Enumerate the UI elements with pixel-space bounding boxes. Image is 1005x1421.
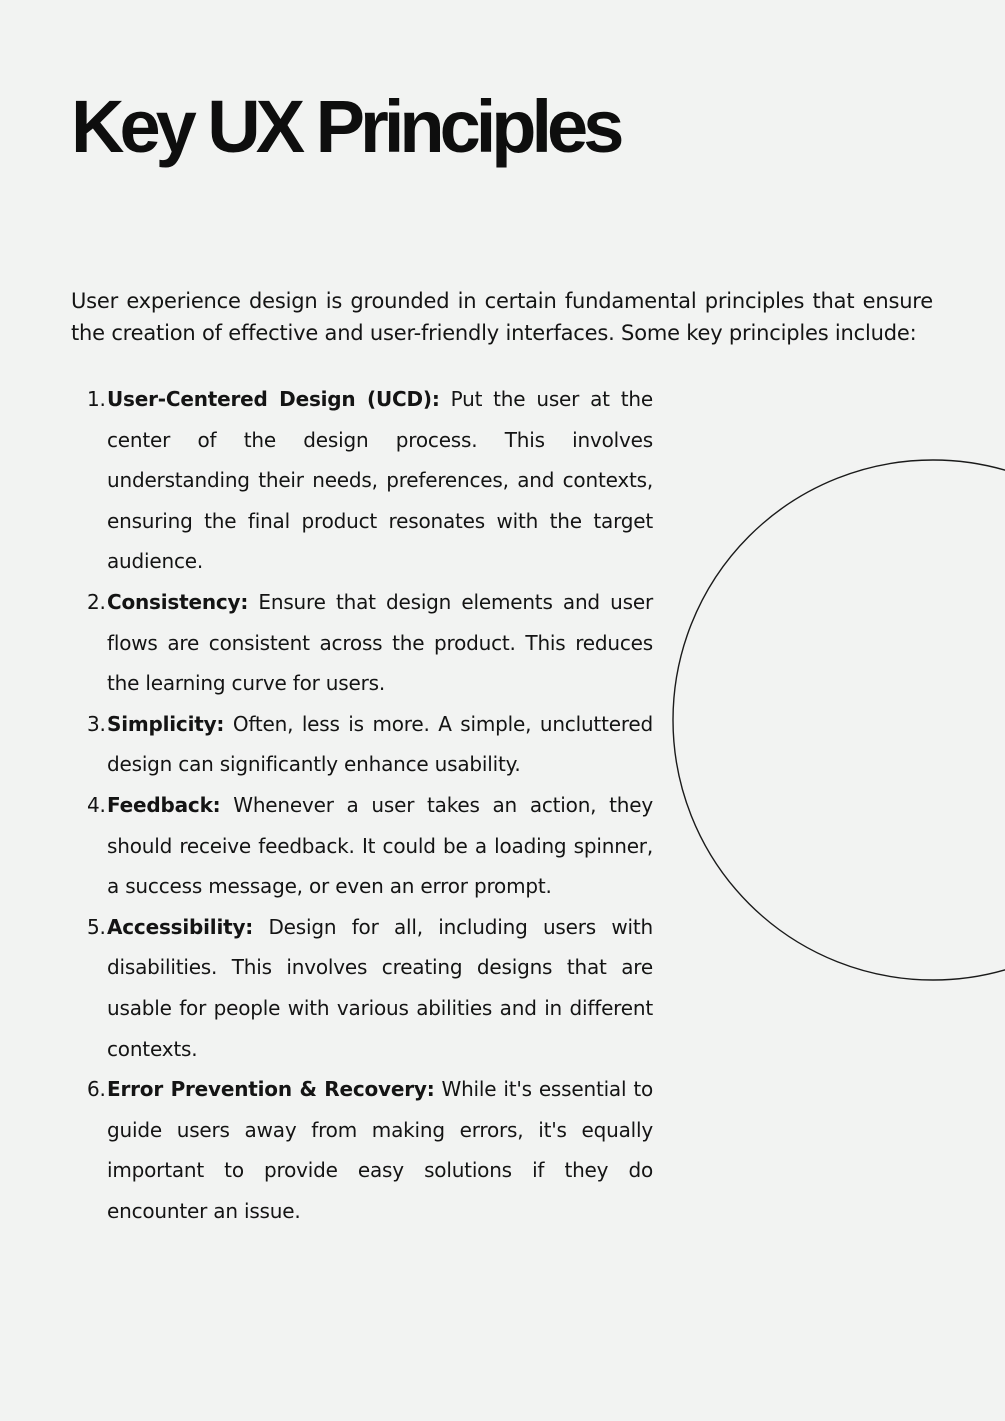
- list-item: [87, 379, 653, 582]
- list-item: [87, 1069, 653, 1231]
- list-number: 3.: [87, 711, 106, 736]
- principle-term: User-Centered Design (UCD):: [107, 387, 440, 411]
- list-item: [87, 582, 653, 704]
- principle-description: Often, less is more. A simple, uncluttered design can significantly enhance usability.: [107, 711, 653, 777]
- list-number: 1.: [87, 387, 106, 411]
- principle-term: Simplicity:: [107, 711, 225, 736]
- list-number: 6.: [87, 1077, 106, 1102]
- page-title: Key UX Principles: [71, 85, 620, 168]
- principle-term: Accessibility:: [107, 914, 254, 939]
- list-number: 5.: [87, 914, 106, 939]
- principle-description: Put the user at the center of the design process. This involves understanding their needs, preferences, and contexts, ensuring the final product resonates with the target audience.: [107, 387, 653, 574]
- principle-description: While it's essential to guide users away from making errors, it's equally important to provide easy solutions if they do encounter an issue.: [107, 1077, 653, 1223]
- principle-description: Design for all, including users with disabilities. This involves creating designs that are usable for people with various abilities and in different contexts.: [107, 914, 653, 1061]
- principle-term: Consistency:: [107, 589, 249, 614]
- circle-outline: [673, 460, 1005, 980]
- list-item: [87, 704, 653, 785]
- list-item: [87, 907, 653, 1069]
- principle-description: Ensure that design elements and user flows are consistent across the product. This reduces the learning curve for users.: [107, 589, 653, 696]
- principles-list: [87, 379, 653, 1231]
- decorative-circle: [672, 459, 1005, 981]
- intro-paragraph: User experience design is grounded in certain fundamental principles that ensure the creation of effective and user-friendly interfaces. Some key principles include:: [71, 289, 933, 345]
- list-number: 2.: [87, 589, 106, 614]
- principle-description: Whenever a user takes an action, they should receive feedback. It could be a loading spinner, a success message, or even an error prompt.: [107, 792, 653, 899]
- principle-term: Error Prevention & Recovery:: [107, 1077, 435, 1102]
- principle-term: Feedback:: [107, 792, 221, 817]
- list-number: 4.: [87, 792, 106, 817]
- list-item: [87, 785, 653, 907]
